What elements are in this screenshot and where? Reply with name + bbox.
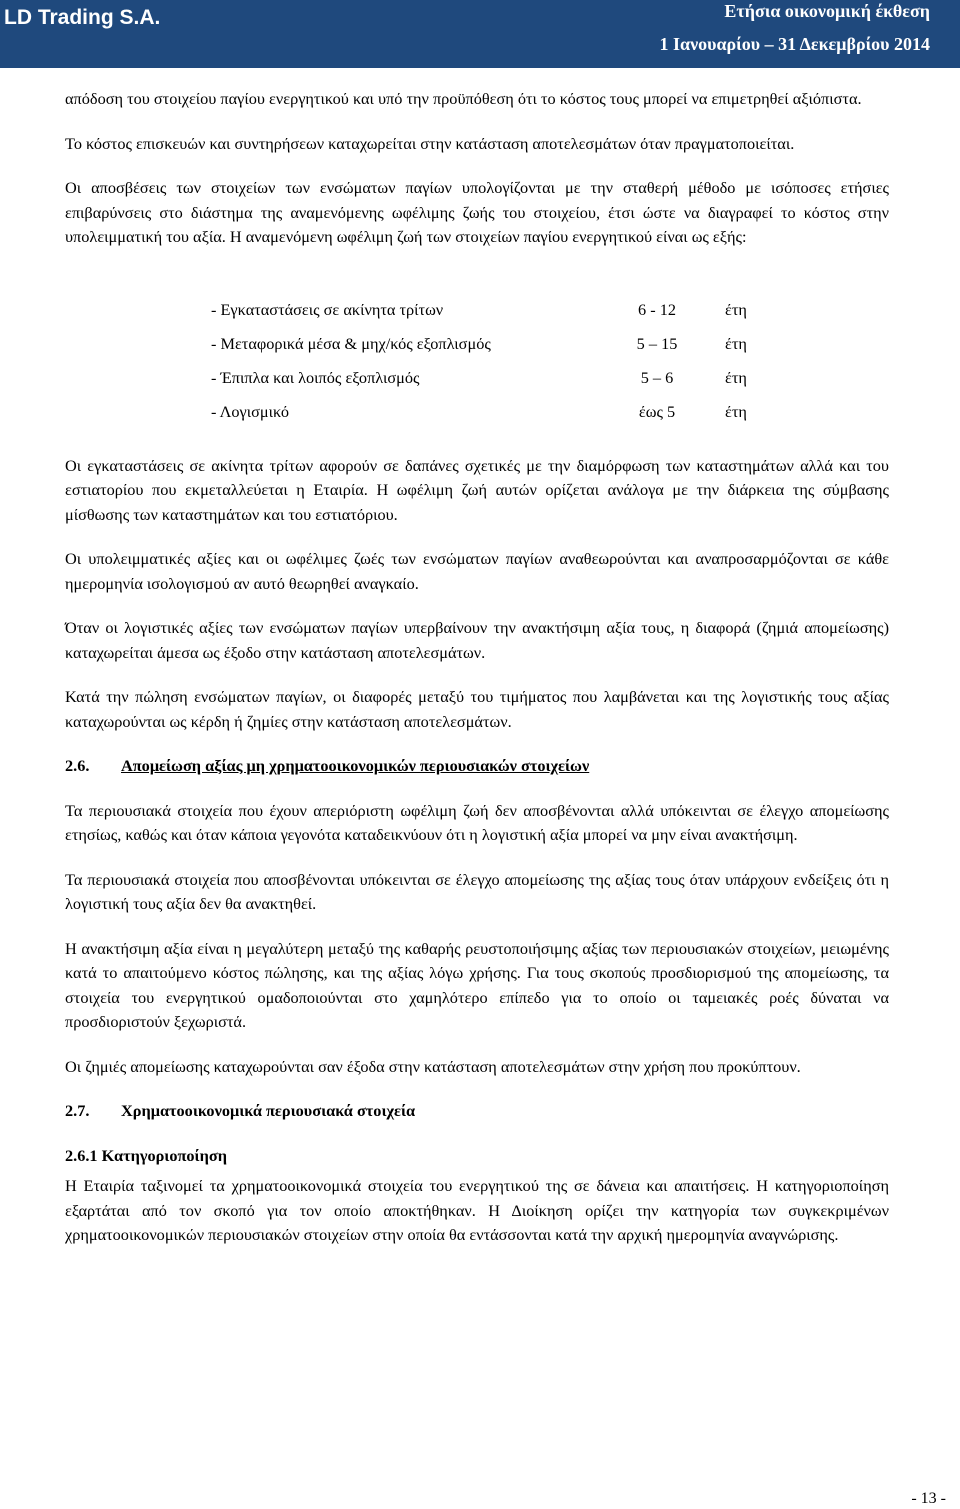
paragraph: Το κόστος επισκευών και συντηρήσεων καταχωρείται στην κατάσταση αποτελεσμάτων όταν πραγματοποιείται. <box>65 133 795 153</box>
asset-category: - Λογισμικό <box>211 401 289 421</box>
report-title: Ετήσια οικονομική έκθεση <box>724 1 930 21</box>
paragraph: Οι αποσβέσεις των στοιχείων των ενσώματων παγίων υπολογίζονται με την σταθερή μέθοδο με ισόποσες ετήσιες επιβαρύνσεις στο διάστημα της αναμενόμενης ωφέλιμης ζωής του στοιχείου, έτσι ώστε να διαγραφεί το κόστος στην υπολειμματική του αξία. Η αναμενόμενη ωφέλιμη ζωή των στοιχείων παγίου ενεργητικού είναι ως εξής: <box>65 178 889 246</box>
asset-category: - Έπιπλα και λοιπός εξοπλισμός <box>211 367 420 387</box>
useful-life-row <box>211 400 889 434</box>
subsection-heading: 2.6.1 Κατηγοριοποίηση <box>65 1145 227 1165</box>
document-body <box>65 87 889 1268</box>
paragraph: Η ανακτήσιμη αξία είναι η μεγαλύτερη μεταξύ της καθαρής ρευστοποιήσιμης αξίας των περιουσιακών στοιχείων, μειωμένης κατά το απαιτούμενο κόστος πώλησης, και της αξίας λόγω χρήσης. Για τους σκοπούς προσδιορισμού της απομείωσης, τα στοιχεία του ενεργητικού ομαδοποιούνται στο χαμηλότερο επίπεδο για το οποίο οι ταμειακές ροές δύναται να προσδιοριστούν ξεχωριστά. <box>65 938 889 1031</box>
paragraph: Οι ζημιές απομείωσης καταχωρούνται σαν έξοδα στην κατάσταση αποτελεσμάτων στην χρήση που προκύπτουν. <box>65 1056 801 1076</box>
useful-life-table <box>211 298 889 434</box>
asset-category: - Εγκαταστάσεις σε ακίνητα τρίτων <box>211 299 444 319</box>
section-number: 2.7. <box>65 1101 90 1120</box>
paragraph: απόδοση του στοιχείου παγίου ενεργητικού και υπό την προϋπόθεση ότι το κόστος τους μπορεί να επιμετρηθεί αξιόπιστα. <box>65 89 862 108</box>
section-title: Απομείωση αξίας μη χρηματοοικονομικών περιουσιακών στοιχείων <box>121 756 590 775</box>
section-number: 2.6. <box>65 756 90 775</box>
useful-life-years: 5 – 15 <box>636 333 678 353</box>
useful-life-row <box>211 298 889 332</box>
section-heading-2-6 <box>65 754 889 779</box>
useful-life-unit: έτη <box>725 299 747 319</box>
paragraph: Οι εγκαταστάσεις σε ακίνητα τρίτων αφορούν σε δαπάνες σχετικές με την διαμόρφωση των καταστημάτων αλλά και του εστιατορίου που εκμεταλλεύεται η Εταιρία. Η ωφέλιμη ζωή αυτών ορίζεται ανάλογα με την διάρκεια της σύμβασης μίσθωσης των καταστημάτων και του εστιατόριου. <box>65 455 889 524</box>
paragraph: Τα περιουσιακά στοιχεία που έχουν απεριόριστη ωφέλιμη ζωή δεν αποσβένονται αλλά υπόκεινται σε έλεγχο απομείωσης ετησίως, καθώς και όταν κάποια γεγονότα καταδεικνύουν ότι η λογιστική αξία μπορεί να μην είναι ανακτήσιμη. <box>65 800 889 844</box>
section-heading-2-7 <box>65 1099 889 1124</box>
paragraph: Η Εταιρία ταξινομεί τα χρηματοοικονομικά στοιχεία του ενεργητικού της σε δάνεια και απαιτήσεις. Η κατηγοριοποίηση εξαρτάται από τον σκοπό για τον οποίο αποκτήθηκαν. Η Διοίκηση ορίζει την κατηγορία των συγκεκριμένων χρηματοοικονομικών περιουσιακών στοιχείων στην οποία θα εντάσσονται κατά την αρχική ημερομηνία αναγνώρισης. <box>65 1176 889 1244</box>
page-header <box>0 0 960 68</box>
report-period: 1 Ιανουαρίου – 31 Δεκεμβρίου 2014 <box>659 34 930 54</box>
useful-life-years: 5 – 6 <box>640 367 674 387</box>
useful-life-years: 6 - 12 <box>638 299 676 319</box>
section-title: Χρηματοοικονομικά περιουσιακά στοιχεία <box>121 1101 416 1120</box>
useful-life-unit: έτη <box>725 401 747 421</box>
paragraph: Οι υπολειμματικές αξίες και οι ωφέλιμες ζωές των ενσώματων παγίων αναθεωρούνται και αναπροσαρμόζονται σε κάθε ημερομηνία ισολογισμού αν αυτό θεωρηθεί αναγκαίο. <box>65 549 889 593</box>
useful-life-row <box>211 366 889 400</box>
company-name: LD Trading S.A. <box>4 6 161 29</box>
asset-category: - Μεταφορικά μέσα & μηχ/κός εξοπλισμός <box>211 333 491 353</box>
useful-life-unit: έτη <box>725 333 747 353</box>
page-number: - 13 - <box>911 1490 946 1507</box>
paragraph: Τα περιουσιακά στοιχεία που αποσβένονται υπόκεινται σε έλεγχο απομείωσης της αξίας τους όταν υπάρχουν ενδείξεις ότι η λογιστική τους αξία δεν θα ανακτηθεί. <box>65 869 889 913</box>
paragraph: Όταν οι λογιστικές αξίες των ενσώματων παγίων υπερβαίνουν την ανακτήσιμη αξία τους, η διαφορά (ζημιά απομείωσης) καταχωρείται άμεσα ως έξοδο στην κατάσταση αποτελεσμάτων. <box>65 618 889 662</box>
paragraph: Κατά την πώληση ενσώματων παγίων, οι διαφορές μεταξύ του τιμήματος που λαμβάνεται και της λογιστικής τους αξίας καταχωρούνται ως κέρδη ή ζημίες στην κατάσταση αποτελεσμάτων. <box>65 687 889 731</box>
useful-life-years: έως 5 <box>638 401 676 421</box>
useful-life-row <box>211 332 889 366</box>
useful-life-unit: έτη <box>725 367 747 387</box>
